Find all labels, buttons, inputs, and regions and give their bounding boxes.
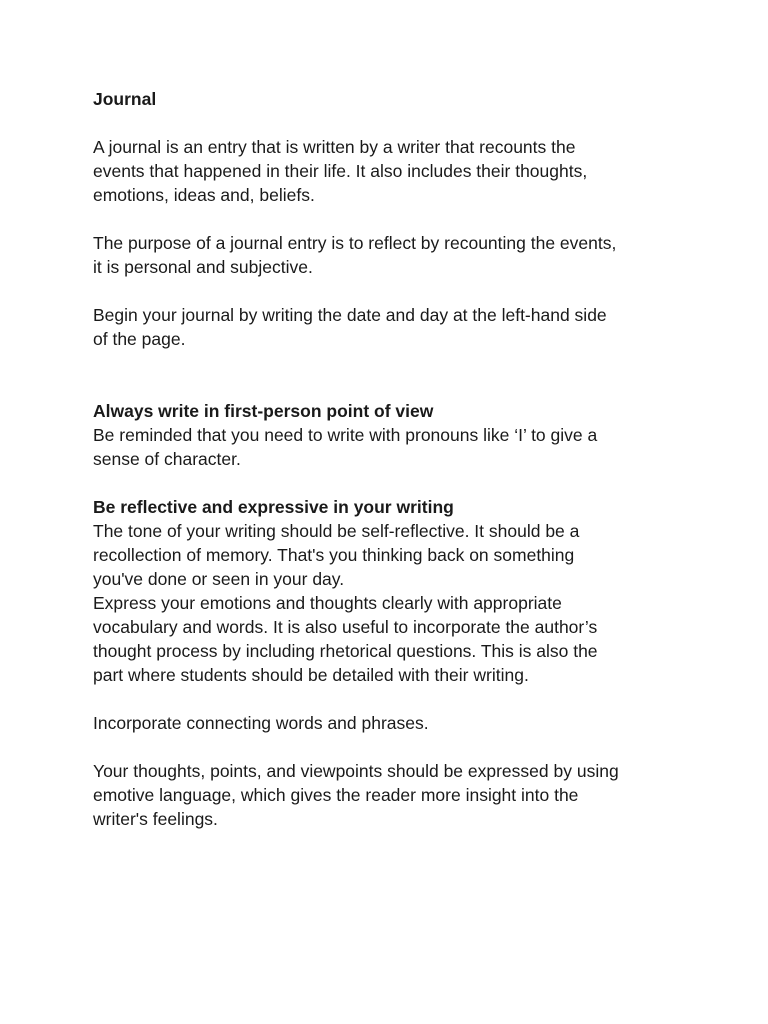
emotive-paragraph — [93, 759, 693, 831]
paragraph-line: recollection of memory. That's you thinking back on something — [93, 545, 575, 565]
spacer — [93, 687, 693, 711]
paragraph-line: part where students should be detailed with their writing. — [93, 665, 529, 685]
paragraph-line: Begin your journal by writing the date and day at the left-hand side — [93, 305, 607, 325]
spacer — [93, 279, 693, 303]
paragraph-line: emotive language, which gives the reader more insight into the — [93, 785, 579, 805]
connecting-paragraph — [93, 711, 693, 735]
paragraph-line: emotions, ideas and, beliefs. — [93, 185, 315, 205]
paragraph-line: The purpose of a journal entry is to reflect by recounting the events, — [93, 233, 617, 253]
paragraph-line: Your thoughts, points, and viewpoints should be expressed by using — [93, 761, 619, 781]
paragraph-line: of the page. — [93, 329, 186, 349]
spacer — [93, 351, 693, 399]
spacer — [93, 207, 693, 231]
spacer — [93, 735, 693, 759]
paragraph-line: you've done or seen in your day. — [93, 569, 345, 589]
paragraph-line: events that happened in their life. It also includes their thoughts, — [93, 161, 588, 181]
spacer — [93, 471, 693, 495]
paragraph-line: sense of character. — [93, 449, 241, 469]
purpose-paragraph — [93, 231, 693, 279]
paragraph-line: writer's feelings. — [93, 809, 218, 829]
paragraph-line: A journal is an entry that is written by a writer that recounts the — [93, 137, 576, 157]
document-title: Journal — [93, 89, 157, 109]
spacer — [93, 111, 693, 135]
paragraph-line: thought process by including rhetorical questions. This is also the — [93, 641, 598, 661]
paragraph-line: Incorporate connecting words and phrases. — [93, 713, 429, 733]
section-first-person — [93, 399, 693, 471]
paragraph-line: Be reminded that you need to write with pronouns like ‘I’ to give a — [93, 425, 598, 445]
paragraph-line: The tone of your writing should be self-reflective. It should be a — [93, 521, 580, 541]
paragraph-line: vocabulary and words. It is also useful to incorporate the author’s — [93, 617, 598, 637]
document-page — [93, 87, 693, 831]
begin-paragraph — [93, 303, 693, 351]
intro-paragraph — [93, 135, 693, 207]
paragraph-line: it is personal and subjective. — [93, 257, 313, 277]
section-heading: Always write in first-person point of view — [93, 401, 434, 421]
section-reflective — [93, 495, 693, 687]
paragraph-line: Express your emotions and thoughts clearly with appropriate — [93, 593, 562, 613]
section-heading: Be reflective and expressive in your writing — [93, 497, 454, 517]
